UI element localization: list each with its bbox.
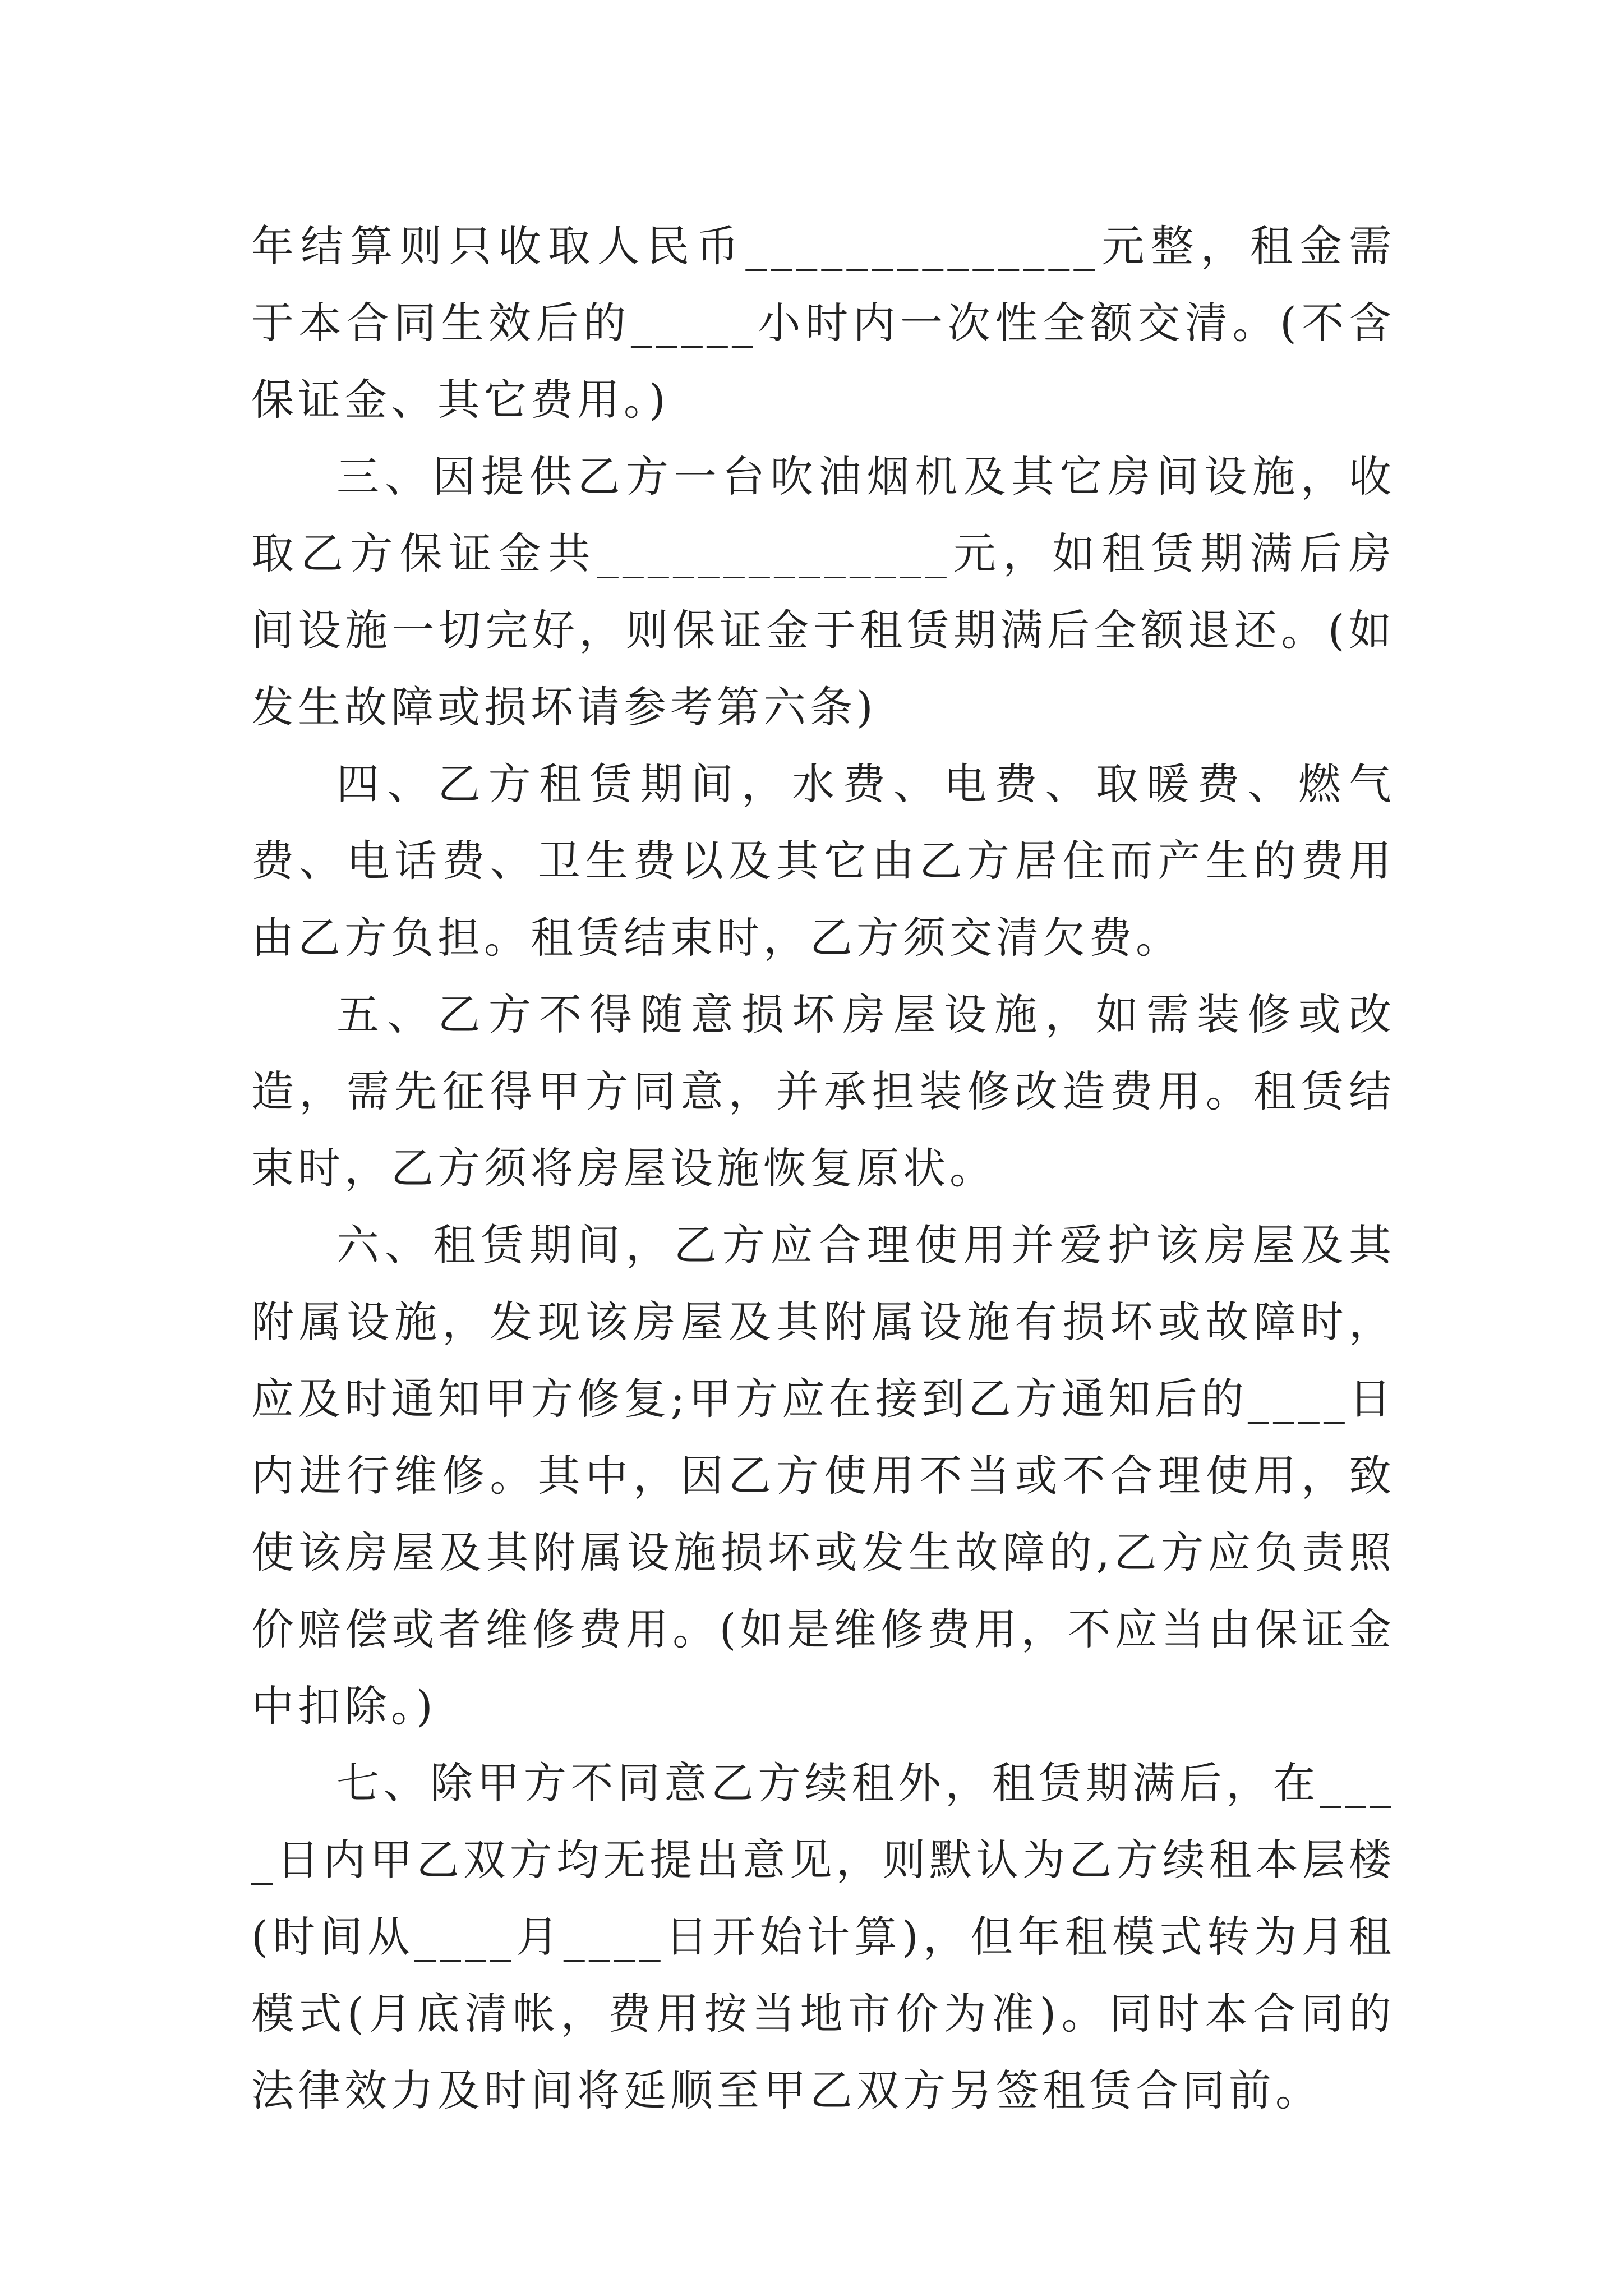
- paragraph-clause-7-renewal: 七、除甲方不同意乙方续租外，租赁期满后，在____日内甲乙双方均无提出意见，则默认为乙方续租本层楼(时间从____月____日开始计算)，但年租模式转为月租模式(月底清帐，费用按当地市价为准)。同时本合同的法律效力及时间将延顺至甲乙双方另签租赁合同前。: [251, 1758, 1395, 2115]
- contract-body: [251, 208, 1395, 2129]
- paragraph-clause-4-fees: 四、乙方租赁期间，水费、电费、取暖费、燃气费、电话费、卫生费以及其它由乙方居住而产生的费用由乙方负担。租赁结束时，乙方须交清欠费。: [251, 759, 1395, 963]
- paragraph-clause-5-renovation: 五、乙方不得随意损坏房屋设施，如需装修或改造，需先征得甲方同意，并承担装修改造费用。租赁结束时，乙方须将房屋设施恢复原状。: [251, 990, 1395, 1193]
- paragraph-rent-settlement: 年结算则只收取人民币______________元整，租金需于本合同生效后的_____小时内一次性全额交清。(不含保证金、其它费用。): [251, 221, 1395, 425]
- paragraph-clause-6-maintenance: 六、租赁期间，乙方应合理使用并爱护该房屋及其附属设施，发现该房屋及其附属设施有损坏或故障时，应及时通知甲方修复;甲方应在接到乙方通知后的____日内进行维修。其中，因乙方使用不当或不合理使用，致使该房屋及其附属设施损坏或发生故障的,乙方应负责照价赔偿或者维修费用。(如是维修费用，不应当由保证金中扣除。): [251, 1220, 1395, 1731]
- paragraph-clause-3-deposit: 三、因提供乙方一台吹油烟机及其它房间设施，收取乙方保证金共______________元，如租赁期满后房间设施一切完好，则保证金于租赁期满后全额退还。(如发生故障或损坏请参考第六条): [251, 452, 1395, 732]
